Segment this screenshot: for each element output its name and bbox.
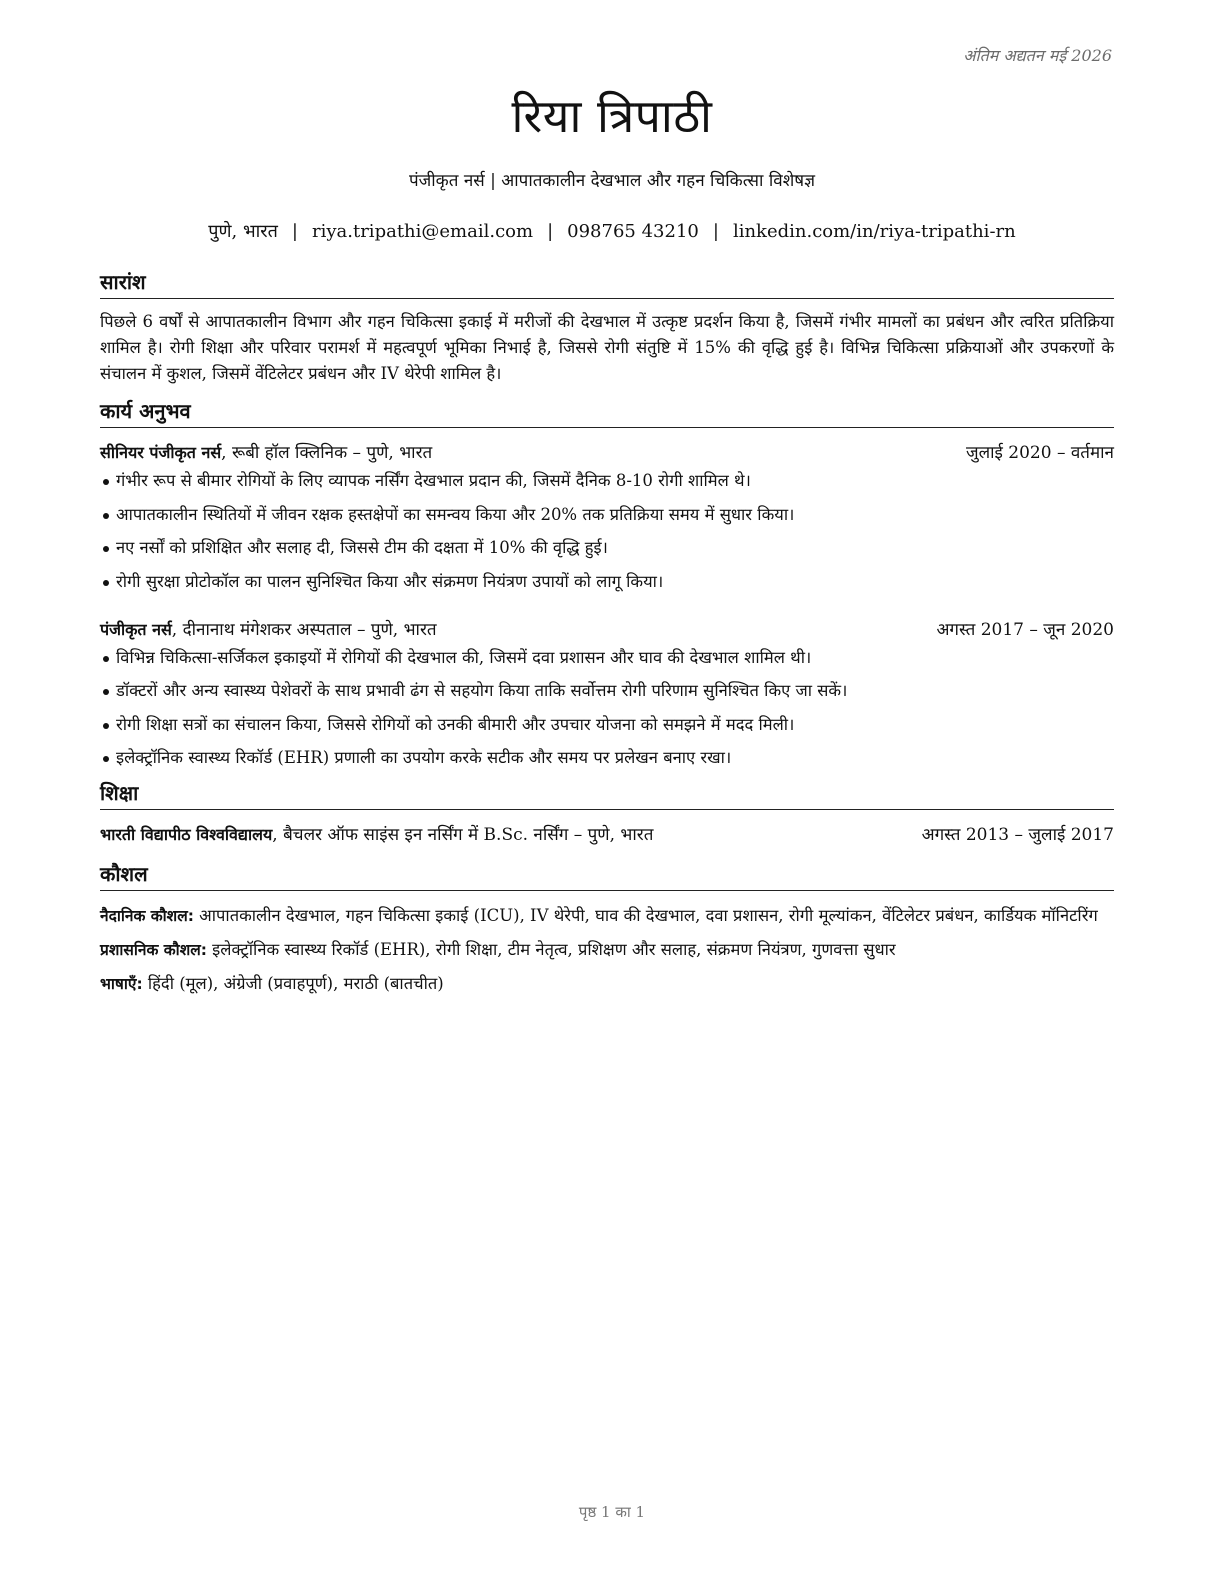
page-number: पृष्ठ 1 का 1: [578, 1503, 646, 1521]
list-item: [100, 468, 1114, 494]
contact-phone: 098765 43210: [567, 221, 699, 242]
bullet-text: इलेक्ट्रॉनिक स्वास्थ्य रिकॉर्ड (EHR) प्रणाली का उपयोग करके सटीक और समय पर प्रलेखन बनाए रखा।: [116, 748, 732, 767]
bullet-icon: [103, 479, 109, 485]
summary-text: पिछले 6 वर्षों से आपातकालीन विभाग और गहन चिकित्सा इकाई में मरीजों की देखभाल में उत्कृष्ट प्रदर्शन किया है, जिसमें गंभीर मामलों का प्रबंधन और त्वरित प्रतिक्रिया शामिल है। रोगी शिक्षा और परिवार परामर्श में महत्वपूर्ण भूमिका निभाई है, जिससे रोगी संतुष्टि में 15% की वृद्धि हुई है। विभिन्न चिकित्सा प्रक्रियाओं और उपकरणों के संचालन में कुशल, जिसमें वेंटिलेटर प्रबंधन और IV थेरेपी शामिल है।: [100, 312, 1114, 383]
job-entry: [100, 440, 1114, 595]
section-title-skills: कौशल: [100, 860, 1114, 891]
bullet-text: नए नर्सों को प्रशिक्षित और सलाह दी, जिससे टीम की दक्षता में 10% की वृद्धि हुई।: [116, 538, 608, 557]
skill-text: हिंदी (मूल), अंग्रेजी (प्रवाहपूर्ण), मराठी (बातचीत): [142, 973, 444, 993]
job-role: सीनियर पंजीकृत नर्स: [100, 443, 222, 462]
education-entry: [100, 822, 1114, 848]
education-degree: , बैचलर ऑफ साइंस इन नर्सिंग में B.Sc. नर्सिंग – पुणे, भारत: [272, 824, 654, 845]
list-item: [100, 712, 1114, 738]
experience-section: [100, 397, 1114, 771]
skill-clinical: [100, 903, 1114, 929]
bullet-icon: [103, 580, 109, 586]
list-item: [100, 535, 1114, 561]
skill-label: भाषाएँ:: [100, 974, 143, 993]
bullet-icon: [103, 546, 109, 552]
list-item: [100, 502, 1114, 528]
job-bullets: [100, 645, 1114, 772]
bullet-icon: [103, 756, 109, 762]
job-role: पंजीकृत नर्स: [100, 619, 172, 639]
bullet-text: रोगी शिक्षा सत्रों का संचालन किया, जिससे रोगियों को उनकी बीमारी और उपचार योजना को समझने में मदद मिली।: [116, 714, 795, 734]
tagline: पंजीकृत नर्स | आपातकालीन देखभाल और गहन चिकित्सा विशेषज्ञ: [409, 171, 815, 191]
bullet-icon: [103, 513, 109, 519]
contact-location: पुणे, भारत: [208, 221, 278, 242]
bullet-text: गंभीर रूप से बीमार रोगियों के लिए व्यापक नर्सिंग देखभाल प्रदान की, जिसमें दैनिक 8-10 रोगी शामिल थे।: [116, 471, 751, 490]
skills-list: [100, 903, 1114, 997]
contact-separator: |: [291, 221, 298, 242]
bullet-text: डॉक्टरों और अन्य स्वास्थ्य पेशेवरों के साथ प्रभावी ढंग से सहयोग किया ताकि सर्वोत्तम रोगी परिणाम सुनिश्चित किए जा सकें।: [116, 681, 848, 700]
list-item: [100, 745, 1114, 771]
last-updated-note: अंतिम अद्यतन मई 2026: [963, 46, 1112, 65]
section-title-education: शिक्षा: [100, 779, 1114, 810]
contact-line: [0, 219, 1224, 243]
resume-body: [100, 268, 1114, 1005]
education-section: [100, 779, 1114, 848]
contact-email[interactable]: riya.tripathi@email.com: [311, 221, 534, 242]
job-header: [100, 440, 1114, 466]
summary-section: [100, 268, 1114, 387]
skill-admin: [100, 937, 1114, 963]
bullet-icon: [103, 656, 109, 662]
section-title-experience: कार्य अनुभव: [100, 397, 1114, 428]
skill-text: इलेक्ट्रॉनिक स्वास्थ्य रिकॉर्ड (EHR), रोगी शिक्षा, टीम नेतृत्व, प्रशिक्षण और सलाह, संक्रमण नियंत्रण, गुणवत्ता सुधार: [206, 939, 896, 959]
skill-label: प्रशासनिक कौशल:: [100, 940, 207, 959]
bullet-text: आपातकालीन स्थितियों में जीवन रक्षक हस्तक्षेपों का समन्वय किया और 20% तक प्रतिक्रिया समय में सुधार किया।: [116, 504, 795, 524]
education-dates: अगस्त 2013 – जुलाई 2017: [921, 824, 1114, 845]
bullet-icon: [103, 723, 109, 729]
job-header: [100, 617, 1114, 643]
bullet-icon: [103, 689, 109, 695]
list-item: [100, 678, 1114, 704]
contact-separator: |: [547, 221, 554, 242]
contact-separator: |: [712, 221, 719, 242]
skill-label: नैदानिक कौशल:: [100, 906, 194, 925]
skill-languages: [100, 971, 1114, 997]
job-org: , दीनानाथ मंगेशकर अस्पताल – पुणे, भारत: [171, 619, 437, 640]
contact-linkedin[interactable]: linkedin.com/in/riya-tripathi-rn: [732, 221, 1016, 242]
bullet-text: विभिन्न चिकित्सा-सर्जिकल इकाइयों में रोगियों की देखभाल की, जिसमें दवा प्रशासन और घाव की देखभाल शामिल थी।: [116, 647, 812, 667]
bullet-text: रोगी सुरक्षा प्रोटोकॉल का पालन सुनिश्चित किया और संक्रमण नियंत्रण उपायों को लागू किया।: [116, 571, 664, 591]
job-dates: अगस्त 2017 – जून 2020: [936, 619, 1114, 640]
job-bullets: [100, 468, 1114, 595]
candidate-name: रिया त्रिपाठी: [511, 89, 713, 143]
list-item: [100, 645, 1114, 671]
section-title-summary: सारांश: [100, 268, 1114, 299]
list-item: [100, 569, 1114, 595]
job-dates: जुलाई 2020 – वर्तमान: [965, 443, 1114, 463]
skill-text: आपातकालीन देखभाल, गहन चिकित्सा इकाई (ICU), IV थेरेपी, घाव की देखभाल, दवा प्रशासन, रोगी मूल्यांकन, वेंटिलेटर प्रबंधन, कार्डियक मॉनिटरिंग: [193, 905, 1098, 925]
job-entry: [100, 617, 1114, 772]
job-org: , रूबी हॉल क्लिनिक – पुणे, भारत: [221, 443, 433, 463]
skills-section: [100, 860, 1114, 997]
education-institution: भारती विद्यापीठ विश्वविद्यालय: [100, 824, 273, 844]
